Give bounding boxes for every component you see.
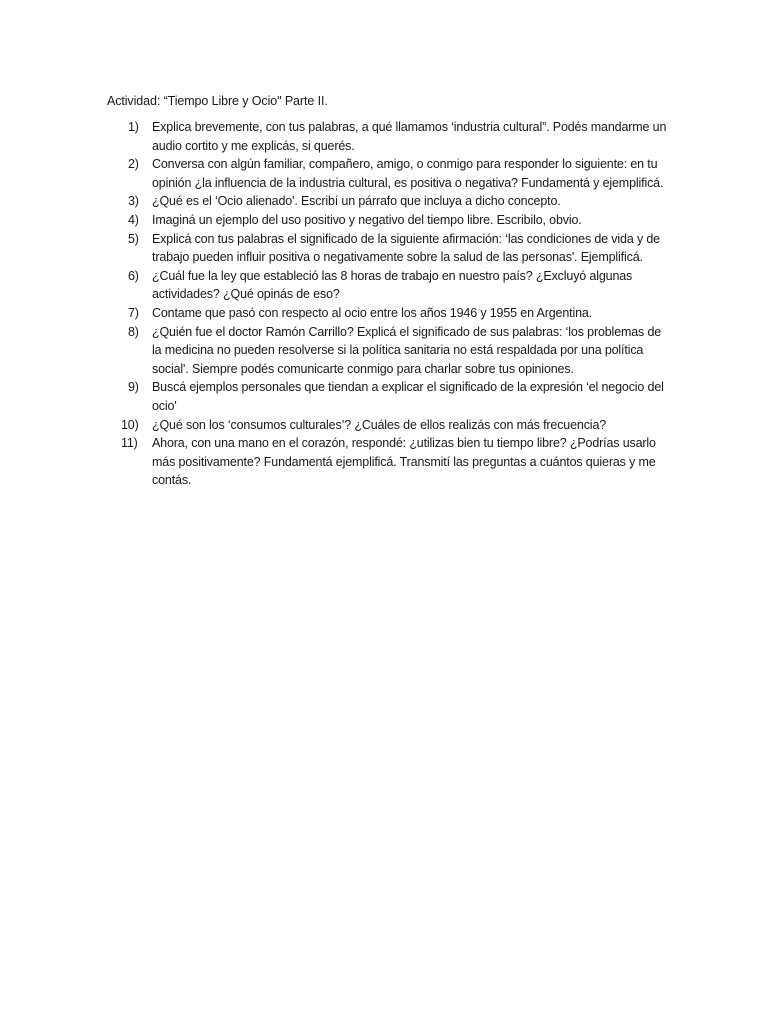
question-text: Conversa con algún familiar, compañero, amigo, o conmigo para responder lo siguiente: en tu opinión ¿la influencia de la industria cultural, es positiva o negativa? Fundamentá y ejemplificá. [152, 157, 664, 190]
question-item [107, 378, 667, 415]
question-list [107, 118, 667, 490]
question-item [107, 211, 667, 230]
question-text: Imaginá un ejemplo del uso positivo y negativo del tiempo libre. Escribilo, obvio. [152, 212, 582, 227]
question-text: Contame que pasó con respecto al ocio entre los años 1946 y 1955 en Argentina. [152, 305, 592, 320]
question-number: 7) [128, 305, 139, 320]
question-text: Buscá ejemplos personales que tiendan a explicar el significado de la expresión ‘el negocio del ocio' [152, 380, 664, 413]
question-item [107, 434, 667, 490]
question-item [107, 230, 667, 267]
question-number: 10) [121, 417, 139, 432]
question-text: ¿Qué es el ‘Ocio alienado'. Escribí un párrafo que incluya a dicho concepto. [152, 194, 561, 209]
question-item [107, 416, 667, 435]
question-text: ¿Quién fue el doctor Ramón Carrillo? Explicá el significado de sus palabras: ‘los problemas de la medicina no pueden resolverse si la política sanitaria no está respaldada por una política social'. Siempre podés comunicarte conmigo para charlar sobre tus opiniones. [152, 324, 662, 376]
question-number: 11) [121, 436, 138, 451]
document-content [107, 92, 667, 490]
question-text: ¿Cuál fue la ley que estableció las 8 horas de trabajo en nuestro país? ¿Excluyó algunas actividades? ¿Qué opinás de eso? [152, 268, 633, 302]
question-number: 5) [128, 231, 139, 246]
question-number: 9) [128, 380, 139, 395]
question-text: Explicá con tus palabras el significado de la siguiente afirmación: ‘las condiciones de vida y de trabajo pueden influir positiva o negativamente sobre la salud de las personas'. Ejemplificá. [152, 231, 660, 265]
question-text: Ahora, con una mano en el corazón, respondé: ¿utilizas bien tu tiempo libre? ¿Podrías usarlo más positivamente? Fundamentá ejemplificá. Transmití las preguntas a cuántos quieras y me contás. [152, 436, 656, 488]
question-number: 1) [128, 120, 139, 134]
question-item [107, 192, 667, 211]
question-number: 4) [128, 212, 139, 227]
question-text: ¿Qué son los ‘consumos culturales’? ¿Cuáles de ellos realizás con más frecuencia? [152, 417, 607, 432]
question-item [107, 155, 667, 192]
question-item [107, 323, 667, 379]
activity-title: Actividad: “Tiempo Libre y Ocio" Parte II. [107, 94, 328, 108]
question-number: 6) [128, 268, 139, 283]
question-number: 2) [128, 157, 139, 172]
question-item [107, 267, 667, 304]
question-item [107, 304, 667, 323]
question-number: 3) [128, 194, 139, 209]
question-item [107, 118, 667, 155]
question-text: Explica brevemente, con tus palabras, a qué llamamos ‘industria cultural”. Podés mandarme un audio cortito y me explicás, si querés. [152, 120, 667, 153]
question-number: 8) [128, 324, 139, 339]
